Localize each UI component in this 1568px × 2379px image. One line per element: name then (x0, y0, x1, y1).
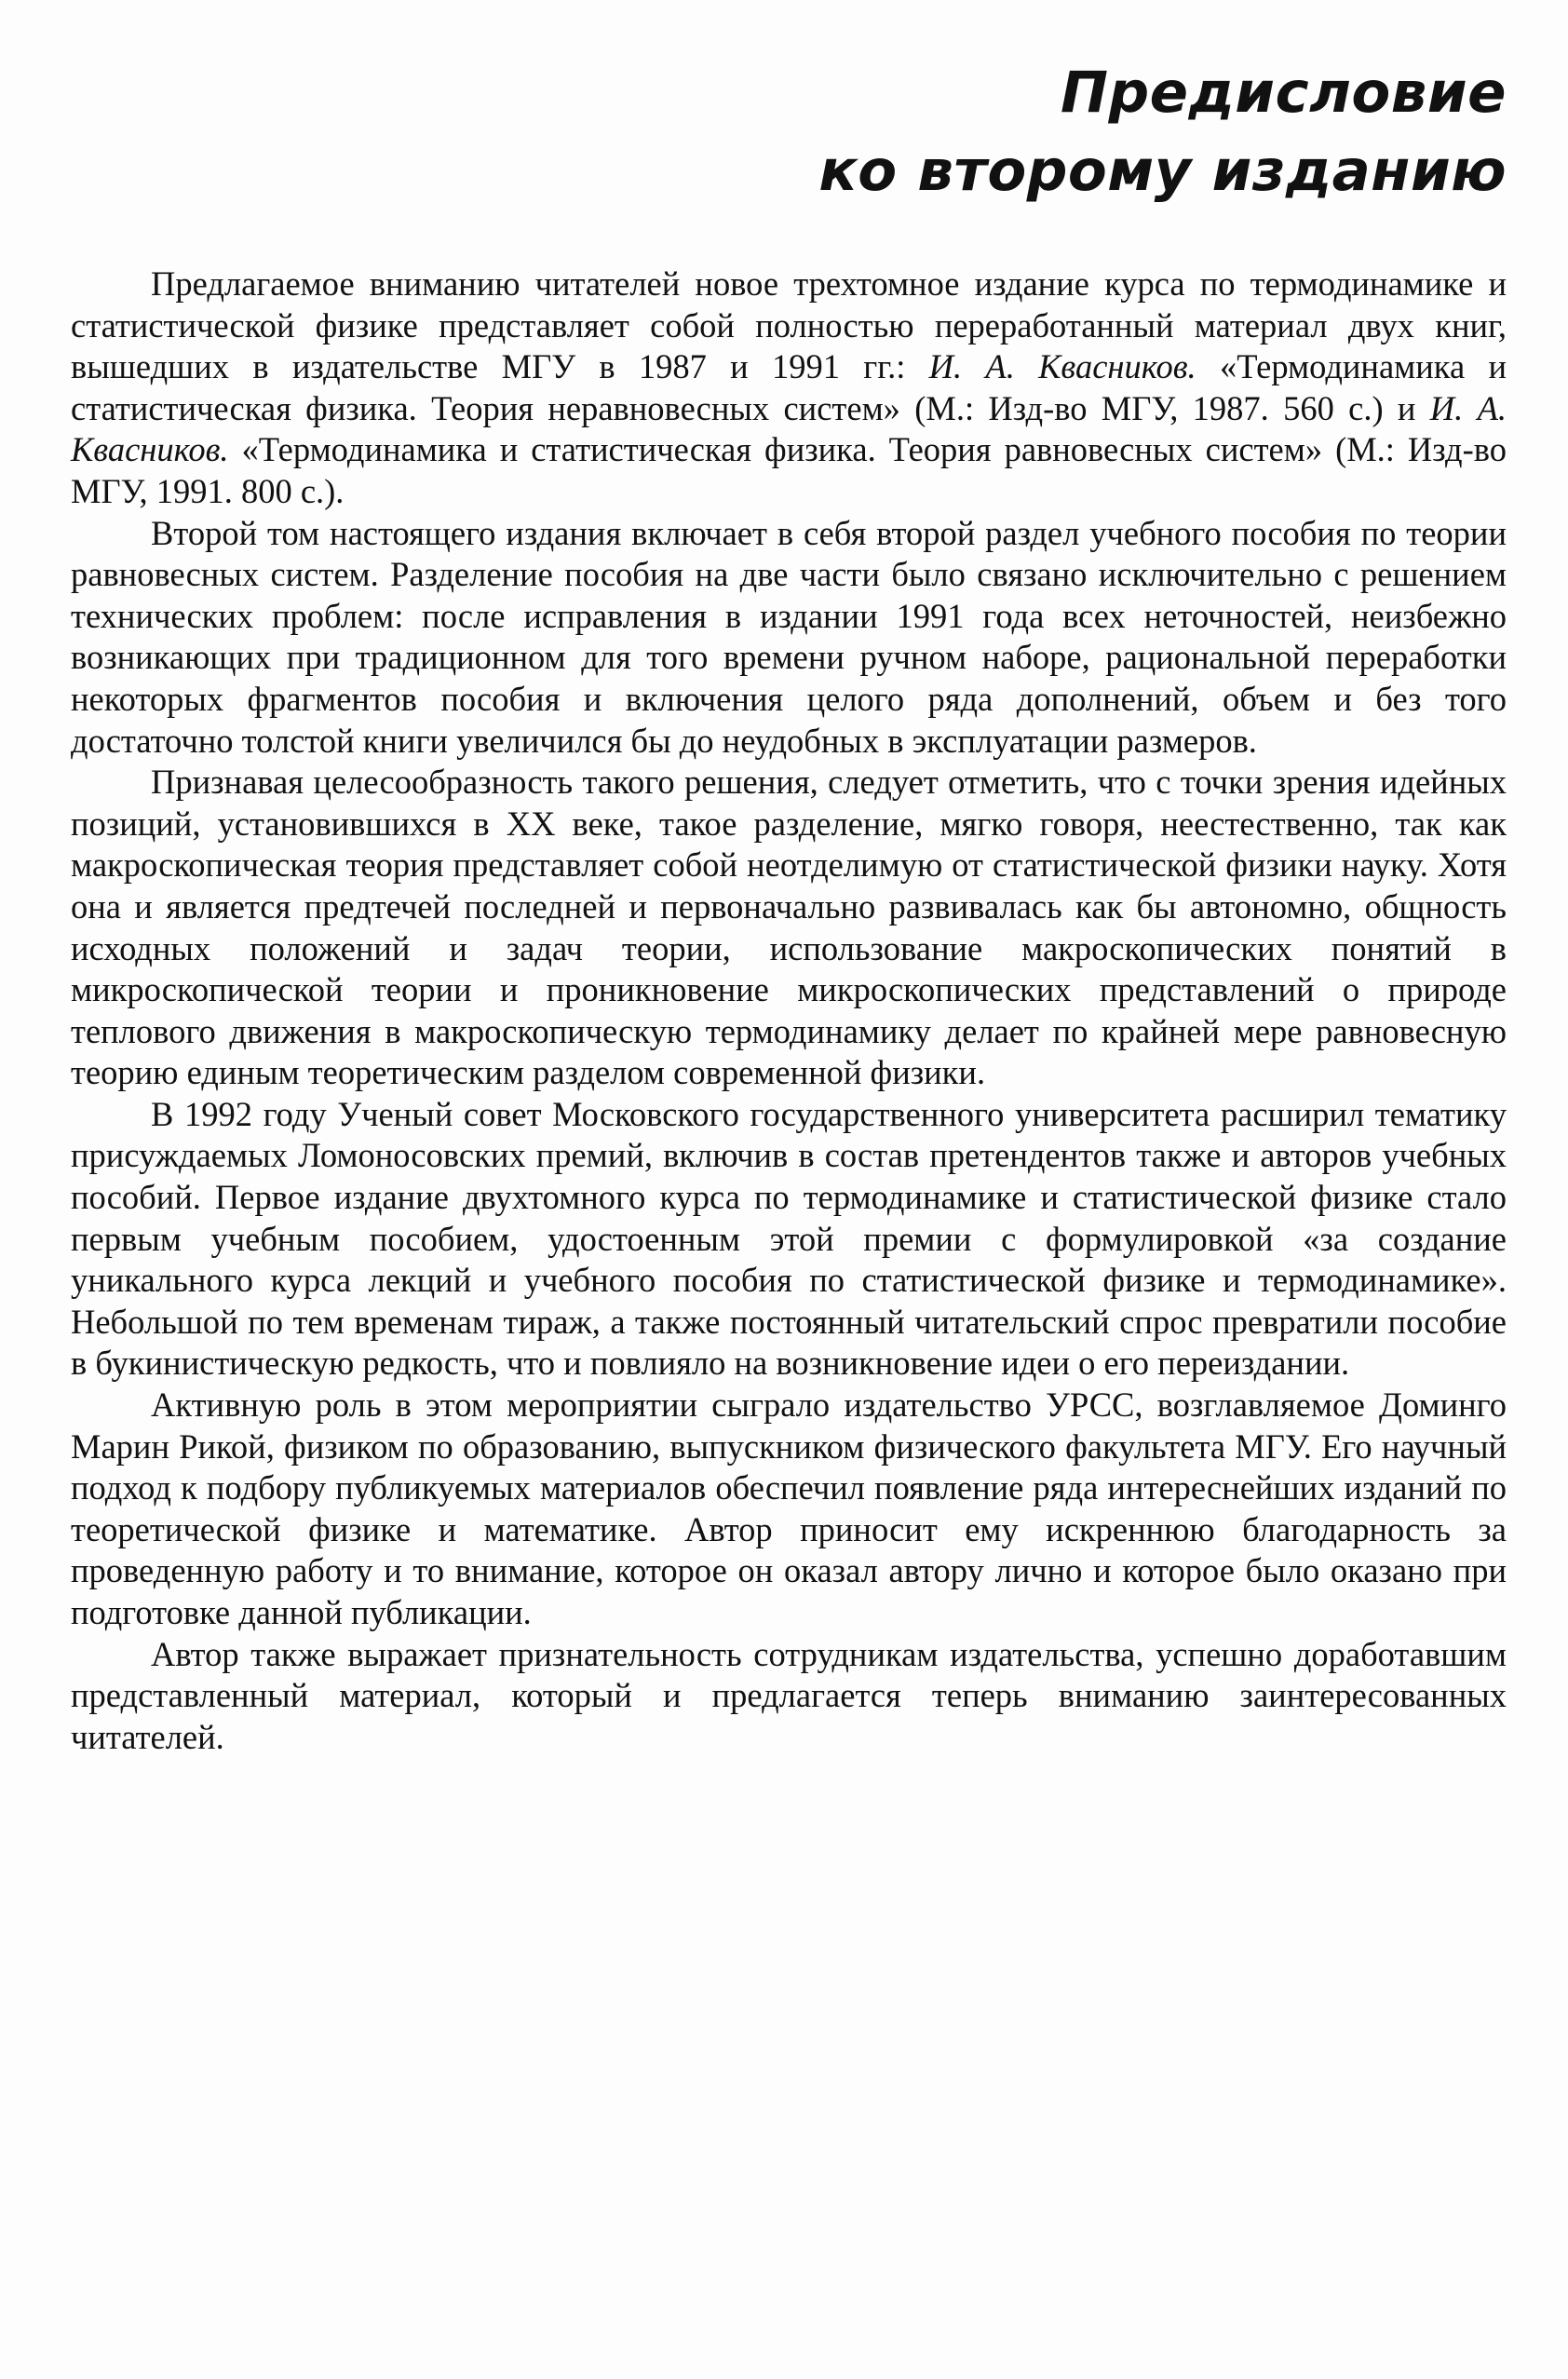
page-title-line-2: ко второму изданию (818, 138, 1507, 204)
paragraph-5: Активную роль в этом мероприятии сыграло издательство УРСС, возглавляемое Доминго Марин Рикой, физиком по образованию, выпускником физического факультета МГУ. Его научный подход к подбору публикуемых материалов обеспечил появление ряда интереснейших изданий по теоретической физике и математике. Автор приносит ему искреннюю благодарность за проведенную работу и то внимание, которое он оказал автору лично и которое было оказано при подготовке данной публикации. (71, 1385, 1507, 1631)
author-citation-2: И. А. Квасников. (71, 388, 1507, 469)
page-title-line-1: Предисловие (1060, 60, 1507, 126)
paragraph-2: Второй том настоящего издания включает в себя второй раздел учебного пособия по теории равновесных систем. Разделение пособия на две части было связано исключительно с решением технических проблем: после исправления в издании 1991 года всех неточностей, неизбежно возникающих при традиционном для того времени ручном наборе, рациональной переработки некоторых фрагментов пособия и включения целого ряда дополнений, объем и без того достаточно толстой книги увеличился бы до неудобных в эксплуатации размеров. (71, 513, 1507, 760)
author-citation-1: И. А. Квасников. (928, 347, 1196, 386)
page-title (669, 54, 1507, 210)
paragraph-1-text-after: «Термодинамика и статистическая физика. Теория равновесных систем» (М.: Изд-во МГУ, 1991. 800 с.). (71, 430, 1507, 510)
paragraph-6: Автор также выражает признательность сотрудникам издательства, успешно доработавшим представленный материал, который и предлагается теперь вниманию заинтересованных читателей. (71, 1634, 1507, 1756)
paragraph-1-text-middle: «Термодинамика и статистическая физика. Теория неравновесных систем» (М.: Изд-во МГУ, 1987. 560 с.) и (71, 347, 1507, 427)
paragraph-4: В 1992 году Ученый совет Московского государственного университета расширил тематику присуждаемых Ломоносовских премий, включив в состав претендентов также и авторов учебных пособий. Первое издание двухтомного курса по термодинамике и статистической физике стало первым учебным пособием, удостоенным этой премии с формулировкой «за создание уникального курса лекций и учебного пособия по статистической физике и термодинамике». Небольшой по тем временам тираж, а также постоянный читательский спрос превратили пособие в букинистическую редкость, что и повлияло на возникновение идеи о его переиздании. (71, 1094, 1507, 1383)
body-text (71, 264, 1507, 1758)
paragraph-1-text-before: Предлагаемое вниманию читателей новое трехтомное издание курса по термодинамике и статистической физике представляет собой полностью переработанный материал двух книг, вышедших в издательстве МГУ в 1987 и 1991 гг.: (71, 264, 1507, 386)
paragraph-1 (71, 264, 1507, 513)
paragraph-3: Признавая целесообразность такого решения, следует отметить, что с точки зрения идейных позиций, установившихся в XX веке, такое разделение, мягко говоря, неестественно, так как макроскопическая теория представляет собой неотделимую от статистической физики науку. Хотя она и является предтечей последней и первоначально развивалась как бы автономно, общность исходных положений и задач теории, использование макроскопических понятий в микроскопической теории и проникновение микроскопических представлений о природе теплового движения в макроскопическую термодинамику делает по крайней мере равновесную теорию единым теоретическим разделом современной физики. (71, 763, 1507, 1092)
